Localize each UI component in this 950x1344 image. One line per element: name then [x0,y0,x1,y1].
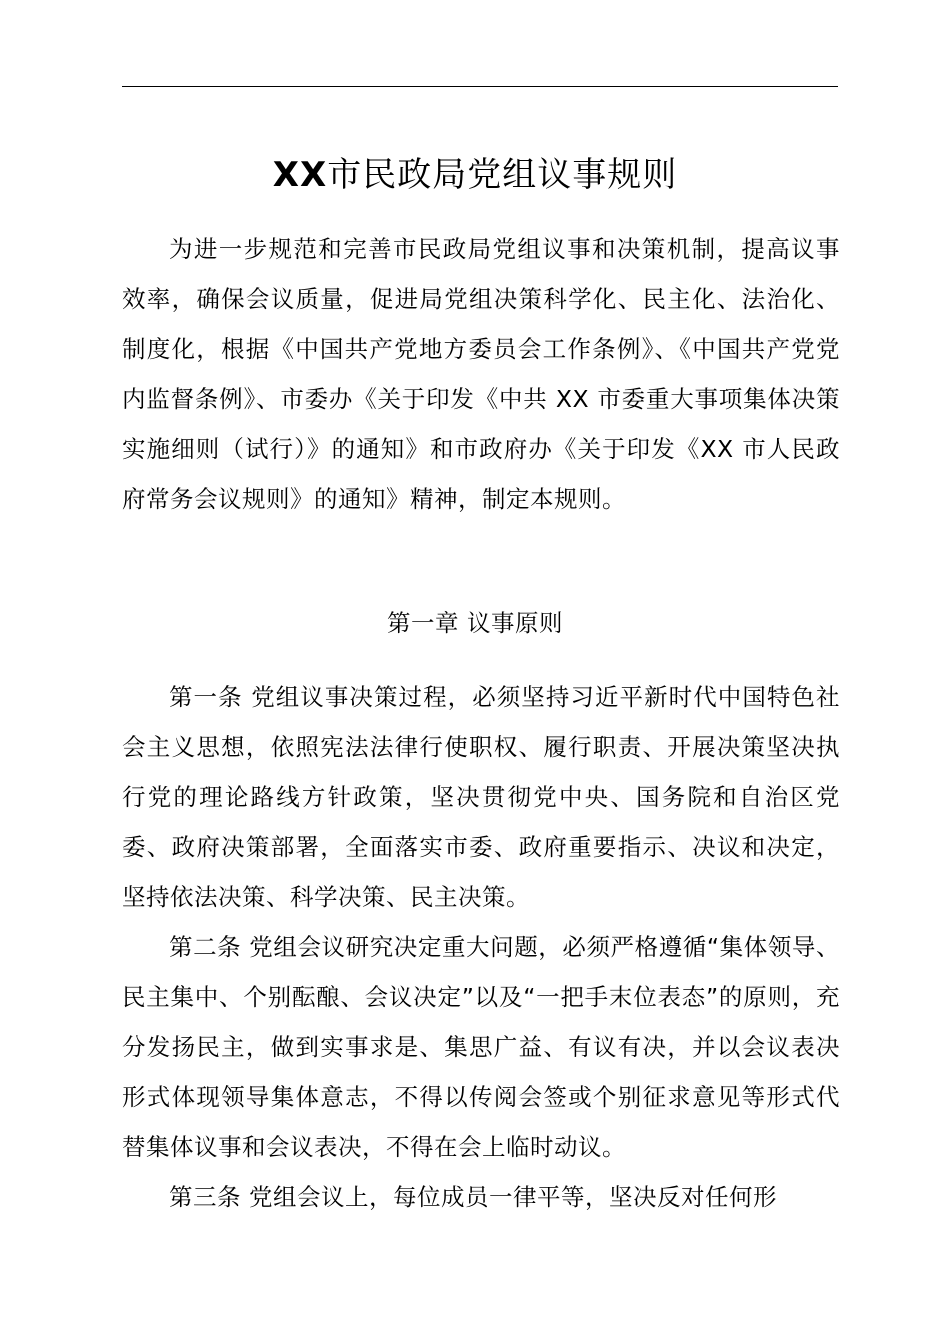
article-1: 第一条 党组议事决策过程，必须坚持习近平新时代中国特色社会主义思想，依照宪法法律行使职权、履行职责、开展决策坚决执行党的理论路线方针政策，坚决贯彻党中央、国务院和自治区党委、政府决策部署，全面落实市委、政府重要指示、决议和决定，坚持依法决策、科学决策、民主决策。 [122,683,840,911]
articles-section [122,672,840,1222]
document-title [0,152,950,198]
intro-paragraph: 为进一步规范和完善市民政局党组议事和决策机制，提高议事效率，确保会议质量，促进局党组决策科学化、民主化、法治化、制度化，根据《中国共产党地方委员会工作条例》、《中国共产党党内监督条例》、市委办《关于印发《中共 XX 市委重大事项集体决策实施细则（试行）》的通知》和市政府办《关于印发《XX 市人民政府常务会议规则》的通知》精神，制定本规则。 [122,235,840,513]
title-main: 市民政局党组议事规则 [327,155,678,195]
title-prefix: XX [272,155,328,195]
header-rule [122,86,838,87]
chapter-heading: 第一章 议事原则 [387,609,563,637]
intro-section [122,224,840,524]
article-2: 第二条 党组会议研究决定重大问题，必须严格遵循“集体领导、民主集中、个别酝酿、会议决定”以及“一把手末位表态”的原则，充分发扬民主，做到实事求是、集思广益、有议有决，并以会议表决形式体现领导集体意志，不得以传阅会签或个别征求意见等形式代替集体议事和会议表决，不得在会上临时动议。 [122,933,840,1161]
article-3: 第三条 党组会议上，每位成员一律平等，坚决反对任何形 [169,1183,777,1211]
